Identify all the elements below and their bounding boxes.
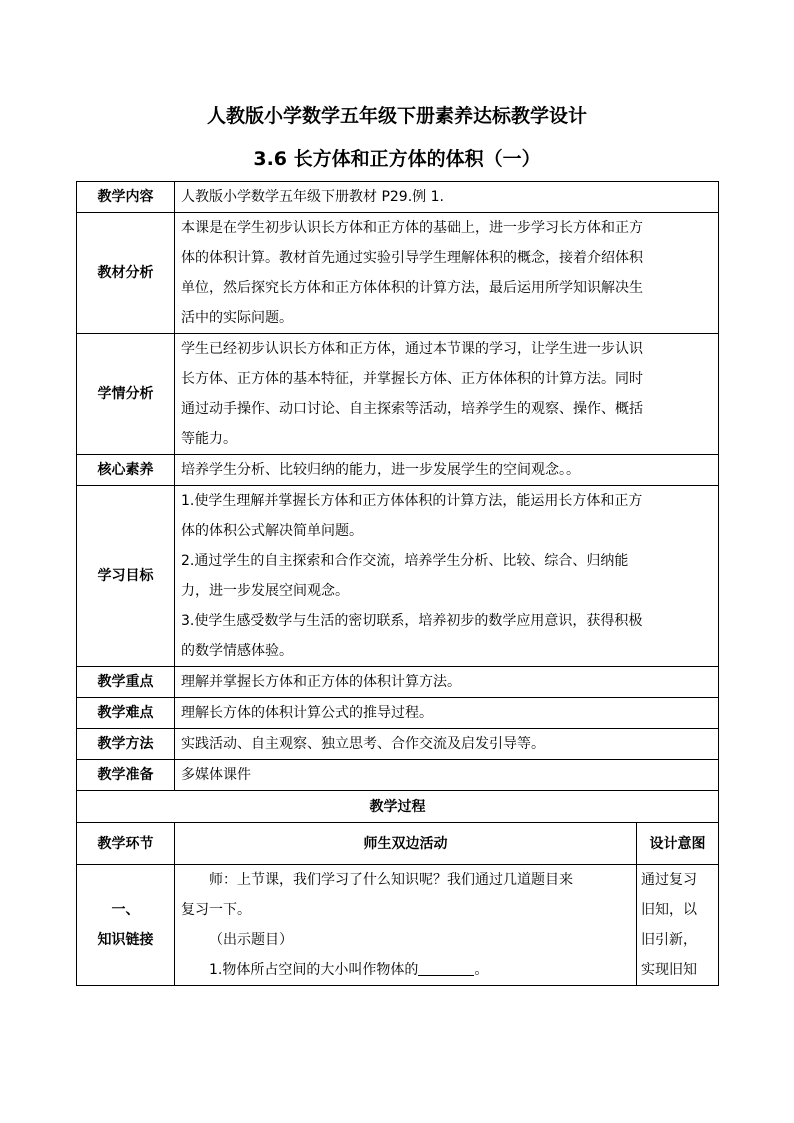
row-label: 核心素养 xyxy=(77,455,175,486)
intent-lines xyxy=(641,865,714,985)
content-line: 单位，然后探究长方体和正方体体积的计算方法，最后运用所学知识解决生 xyxy=(181,280,643,296)
stage-name: 知识链接 xyxy=(97,932,154,948)
info-row xyxy=(77,182,719,213)
intent-line: 实现旧知 xyxy=(641,962,697,978)
question-end: 。 xyxy=(474,962,489,978)
info-row xyxy=(77,455,719,486)
row-label: 教学方法 xyxy=(77,729,175,760)
info-row xyxy=(77,729,719,760)
content-line: 的数学情感体验。 xyxy=(181,643,293,659)
intent-cell xyxy=(637,865,719,986)
info-row xyxy=(77,334,719,455)
row-content xyxy=(175,667,719,698)
content-line: 活中的实际问题。 xyxy=(181,310,293,326)
content-line: 体的体积公式解决简单问题。 xyxy=(181,523,363,539)
content-line: 2.通过学生的自主探索和合作交流，培养学生分析、比较、综合、归纳能 xyxy=(181,553,629,569)
info-row xyxy=(77,698,719,729)
content-line: 1.使学生理解并掌握长方体和正方体体积的计算方法，能运用长方体和正方 xyxy=(181,493,643,509)
info-rows xyxy=(77,182,719,791)
row-content xyxy=(175,334,719,455)
row-content xyxy=(175,486,719,667)
col-intent-header: 设计意图 xyxy=(637,823,719,865)
content-line: 通过动手操作、动口讨论、自主探索等活动，培养学生的观察、操作、概括 xyxy=(181,401,643,417)
activity-line: （出示题目） xyxy=(209,932,293,948)
row-content xyxy=(175,698,719,729)
row-content xyxy=(175,455,719,486)
content-line: 学生已经初步认识长方体和正方体，通过本节课的学习，让学生进一步认识 xyxy=(181,341,643,357)
content-line: 等能力。 xyxy=(181,431,237,447)
content-line: 理解并掌握长方体和正方体的体积计算方法。 xyxy=(181,674,461,690)
row-label: 教学准备 xyxy=(77,760,175,791)
intent-line: 旧引新， xyxy=(641,932,697,948)
content-line: 实践活动、自主观察、独立思考、合作交流及启发引导等。 xyxy=(181,736,545,752)
process-section xyxy=(77,791,719,986)
content-line: 长方体、正方体的基本特征，并掌握长方体、正方体体积的计算方法。同时 xyxy=(181,371,643,387)
col-activity-header: 师生双边活动 xyxy=(175,823,637,865)
content-line: 理解长方体的体积计算公式的推导过程。 xyxy=(181,705,433,721)
lesson-plan-table xyxy=(76,181,719,986)
content-line: 3.使学生感受数学与生活的密切联系，培养初步的数学应用意识，获得积极 xyxy=(181,613,643,629)
question-text: 1.物体所占空间的大小叫作物体的 xyxy=(209,962,419,978)
intent-line: 旧知，以 xyxy=(641,902,697,918)
activity-cell xyxy=(175,865,637,986)
row-content xyxy=(175,213,719,334)
content-line: 力，进一步发展空间观念。 xyxy=(181,583,349,599)
row-content xyxy=(175,729,719,760)
col-stage-header: 教学环节 xyxy=(77,823,175,865)
intent-line: 通过复习 xyxy=(641,872,697,888)
row-label: 教学重点 xyxy=(77,667,175,698)
lesson-subtitle: 3.6 长方体和正方体的体积（一） xyxy=(253,148,541,170)
row-label: 学习目标 xyxy=(77,486,175,667)
info-row xyxy=(77,486,719,667)
activity-line: 师：上节课，我们学习了什么知识呢？我们通过几道题目来 xyxy=(209,872,573,888)
info-row xyxy=(77,213,719,334)
process-heading: 教学过程 xyxy=(77,791,719,823)
row-label: 教学内容 xyxy=(77,182,175,213)
document-title: 人教版小学数学五年级下册素养达标教学设计 xyxy=(206,105,587,127)
stage-number: 一、 xyxy=(111,902,140,918)
answer-blank xyxy=(418,959,474,976)
activity-line: 复习一下。 xyxy=(181,902,251,918)
row-label: 教学难点 xyxy=(77,698,175,729)
info-row xyxy=(77,667,719,698)
content-line: 本课是在学生初步认识长方体和正方体的基础上，进一步学习长方体和正方 xyxy=(181,220,643,236)
row-label: 学情分析 xyxy=(77,334,175,455)
content-line: 人教版小学数学五年级下册教材 P29.例 1. xyxy=(181,189,444,205)
content-line: 体的体积计算。教材首先通过实验引导学生理解体积的概念，接着介绍体积 xyxy=(181,250,643,266)
row-content xyxy=(175,760,719,791)
row-content xyxy=(175,182,719,213)
info-row xyxy=(77,760,719,791)
activity-question xyxy=(181,955,630,985)
content-line: 多媒体课件 xyxy=(181,767,251,783)
stage-cell xyxy=(77,865,175,986)
content-line: 培养学生分析、比较归纳的能力，进一步发展学生的空间观念。。 xyxy=(181,462,580,478)
row-label: 教材分析 xyxy=(77,213,175,334)
